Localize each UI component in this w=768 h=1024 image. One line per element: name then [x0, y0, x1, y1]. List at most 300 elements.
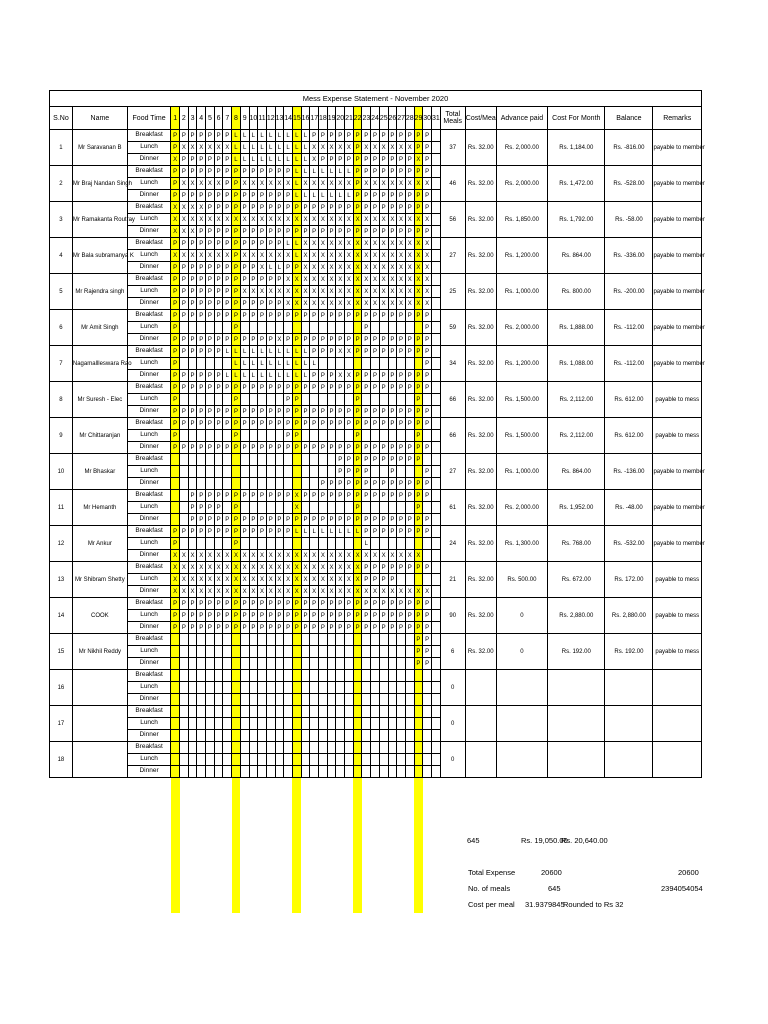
- meal-mark: [206, 454, 215, 466]
- meal-label: Lunch: [127, 178, 170, 190]
- meal-mark: P: [171, 406, 180, 418]
- member-name: Mr Saravanan B: [72, 130, 127, 166]
- meal-label: Breakfast: [127, 526, 170, 538]
- member-balance: Rs. -112.00: [605, 346, 653, 382]
- meal-mark: [180, 514, 189, 526]
- meal-mark: P: [397, 166, 406, 178]
- meal-mark: X: [405, 142, 414, 154]
- meal-mark: P: [240, 382, 249, 394]
- header-day: 4: [197, 107, 206, 130]
- meal-mark: P: [258, 298, 267, 310]
- meal-mark: X: [301, 286, 310, 298]
- meal-mark: [431, 442, 440, 454]
- meal-mark: P: [171, 310, 180, 322]
- meal-mark: [249, 706, 258, 718]
- meal-mark: P: [397, 622, 406, 634]
- member-name: Mr Bhaskar: [72, 454, 127, 490]
- meal-mark: P: [397, 334, 406, 346]
- member-advance: Rs. 500.00: [496, 562, 548, 598]
- meal-label: Dinner: [127, 442, 170, 454]
- meal-mark: X: [362, 274, 371, 286]
- meal-mark: [310, 718, 319, 730]
- member-cost-meal: Rs. 32.00: [465, 454, 496, 490]
- meal-mark: P: [214, 310, 223, 322]
- meal-mark: [327, 454, 336, 466]
- meal-mark: P: [240, 166, 249, 178]
- meal-mark: [310, 694, 319, 706]
- meal-mark: P: [214, 274, 223, 286]
- meal-mark: [240, 394, 249, 406]
- table-row: [50, 382, 702, 394]
- meal-mark: P: [319, 334, 328, 346]
- meal-mark: [206, 694, 215, 706]
- meal-mark: [310, 754, 319, 766]
- member-balance: Rs. -336.00: [605, 238, 653, 274]
- meal-mark: P: [206, 238, 215, 250]
- meal-mark: [388, 646, 397, 658]
- member-advance: Rs. 2,000.00: [496, 166, 548, 202]
- meal-mark: X: [414, 286, 423, 298]
- meal-mark: X: [423, 286, 432, 298]
- meal-mark: P: [362, 130, 371, 142]
- meal-mark: X: [188, 586, 197, 598]
- meal-mark: [371, 706, 380, 718]
- meal-mark: X: [362, 250, 371, 262]
- member-sno: 12: [50, 526, 73, 562]
- header-day: 22: [353, 107, 362, 130]
- meal-mark: P: [405, 346, 414, 358]
- meal-mark: [431, 202, 440, 214]
- meal-mark: P: [266, 610, 275, 622]
- meal-mark: X: [284, 574, 293, 586]
- meal-mark: P: [197, 490, 206, 502]
- meal-mark: [414, 706, 423, 718]
- meal-mark: X: [371, 238, 380, 250]
- meal-mark: [301, 694, 310, 706]
- meal-mark: P: [423, 130, 432, 142]
- meal-mark: P: [240, 610, 249, 622]
- meal-mark: X: [405, 238, 414, 250]
- meal-mark: [214, 466, 223, 478]
- meal-mark: P: [397, 562, 406, 574]
- meal-mark: [266, 322, 275, 334]
- meal-mark: P: [319, 490, 328, 502]
- meal-mark: [240, 670, 249, 682]
- member-cost-meal: Rs. 32.00: [465, 490, 496, 526]
- meal-mark: [171, 490, 180, 502]
- meal-mark: L: [319, 190, 328, 202]
- meal-mark: [405, 658, 414, 670]
- meal-mark: L: [232, 358, 241, 370]
- meal-mark: [249, 502, 258, 514]
- member-balance: Rs. -48.00: [605, 490, 653, 526]
- member-cost-meal: Rs. 32.00: [465, 382, 496, 418]
- meal-mark: [431, 670, 440, 682]
- meal-mark: P: [345, 454, 354, 466]
- expense-table: [49, 90, 705, 778]
- meal-mark: P: [362, 526, 371, 538]
- meal-mark: P: [258, 202, 267, 214]
- meal-mark: [414, 682, 423, 694]
- meal-mark: [388, 634, 397, 646]
- meal-mark: X: [301, 574, 310, 586]
- meal-mark: [431, 502, 440, 514]
- meal-mark: P: [388, 406, 397, 418]
- meal-mark: P: [206, 502, 215, 514]
- meal-mark: L: [275, 346, 284, 358]
- meal-mark: P: [171, 166, 180, 178]
- meal-mark: P: [388, 334, 397, 346]
- meal-mark: P: [249, 262, 258, 274]
- header-total-meals: Total Meals: [440, 107, 465, 130]
- meal-mark: P: [188, 526, 197, 538]
- meal-mark: X: [188, 574, 197, 586]
- meal-mark: P: [171, 298, 180, 310]
- meal-mark: [345, 670, 354, 682]
- meal-mark: [397, 538, 406, 550]
- meal-mark: [379, 766, 388, 778]
- meal-mark: [397, 322, 406, 334]
- header-food-time: Food Time: [127, 107, 170, 130]
- meal-mark: X: [397, 250, 406, 262]
- meal-mark: [431, 718, 440, 730]
- meal-mark: P: [379, 418, 388, 430]
- meal-mark: [240, 742, 249, 754]
- meal-mark: P: [214, 514, 223, 526]
- meal-mark: [249, 754, 258, 766]
- meal-mark: P: [258, 418, 267, 430]
- meal-mark: X: [206, 550, 215, 562]
- header-remarks: Remarks: [653, 107, 702, 130]
- meal-mark: P: [423, 622, 432, 634]
- meal-mark: P: [180, 346, 189, 358]
- meal-mark: [188, 394, 197, 406]
- meal-mark: P: [223, 598, 232, 610]
- meal-mark: X: [327, 142, 336, 154]
- meal-mark: P: [319, 418, 328, 430]
- meal-mark: P: [345, 154, 354, 166]
- meal-mark: P: [232, 406, 241, 418]
- meal-mark: P: [171, 598, 180, 610]
- meal-mark: [423, 694, 432, 706]
- meal-mark: X: [388, 178, 397, 190]
- meal-mark: P: [240, 598, 249, 610]
- meal-mark: [249, 454, 258, 466]
- meal-mark: [379, 430, 388, 442]
- member-cost-month: Rs. 1,792.00: [548, 202, 605, 238]
- meal-mark: P: [327, 382, 336, 394]
- header-day: 10: [249, 107, 258, 130]
- meal-mark: [197, 694, 206, 706]
- meal-mark: [431, 430, 440, 442]
- meal-mark: X: [292, 586, 301, 598]
- meal-mark: P: [180, 442, 189, 454]
- meal-mark: [232, 694, 241, 706]
- cost-per-meal-note: Rounded to Rs 32: [563, 900, 624, 909]
- meal-mark: P: [232, 610, 241, 622]
- meal-mark: [379, 394, 388, 406]
- meal-mark: X: [327, 250, 336, 262]
- meal-mark: [431, 238, 440, 250]
- meal-mark: [284, 502, 293, 514]
- meal-mark: [206, 538, 215, 550]
- meal-label: Lunch: [127, 466, 170, 478]
- meal-mark: [397, 466, 406, 478]
- meal-mark: [197, 466, 206, 478]
- meal-mark: [206, 682, 215, 694]
- meal-mark: L: [258, 154, 267, 166]
- meal-mark: L: [292, 346, 301, 358]
- meal-mark: [188, 718, 197, 730]
- meal-mark: [197, 730, 206, 742]
- meal-label: Breakfast: [127, 418, 170, 430]
- member-sno: 5: [50, 274, 73, 310]
- meal-mark: L: [249, 154, 258, 166]
- meal-mark: X: [249, 286, 258, 298]
- meal-mark: X: [362, 238, 371, 250]
- meal-mark: [180, 358, 189, 370]
- meal-mark: P: [223, 202, 232, 214]
- table-row: [50, 562, 702, 574]
- meal-mark: P: [310, 202, 319, 214]
- member-name: Nagamallleswara Rao: [72, 346, 127, 382]
- meal-mark: P: [240, 514, 249, 526]
- meal-mark: [292, 670, 301, 682]
- meal-mark: [319, 502, 328, 514]
- member-balance: Rs. -136.00: [605, 454, 653, 490]
- meal-mark: X: [379, 178, 388, 190]
- member-sno: 8: [50, 382, 73, 418]
- meal-mark: L: [301, 154, 310, 166]
- meal-mark: [275, 478, 284, 490]
- meal-mark: [371, 538, 380, 550]
- meal-mark: P: [232, 190, 241, 202]
- meal-mark: [301, 454, 310, 466]
- meal-mark: X: [388, 214, 397, 226]
- meal-mark: P: [319, 310, 328, 322]
- meal-mark: L: [301, 190, 310, 202]
- meal-mark: P: [171, 394, 180, 406]
- meal-mark: X: [292, 214, 301, 226]
- meal-label: Breakfast: [127, 346, 170, 358]
- meal-mark: X: [301, 262, 310, 274]
- meal-mark: [180, 742, 189, 754]
- meal-mark: X: [379, 250, 388, 262]
- meal-mark: [258, 646, 267, 658]
- meal-mark: [197, 454, 206, 466]
- meal-mark: [353, 694, 362, 706]
- meal-mark: [232, 718, 241, 730]
- meal-mark: [206, 754, 215, 766]
- member-balance: Rs. -528.00: [605, 166, 653, 202]
- meal-mark: P: [223, 490, 232, 502]
- meal-mark: X: [327, 562, 336, 574]
- meal-mark: P: [423, 562, 432, 574]
- meal-mark: [379, 502, 388, 514]
- meal-mark: [266, 646, 275, 658]
- meal-mark: [336, 706, 345, 718]
- meal-mark: P: [345, 598, 354, 610]
- member-remarks: payable to member: [653, 526, 702, 562]
- meal-label: Lunch: [127, 430, 170, 442]
- meal-mark: X: [223, 250, 232, 262]
- meal-mark: [180, 682, 189, 694]
- meal-mark: [388, 730, 397, 742]
- meal-mark: [240, 718, 249, 730]
- meal-mark: X: [345, 286, 354, 298]
- meal-mark: P: [327, 598, 336, 610]
- meal-mark: P: [214, 334, 223, 346]
- meal-mark: P: [301, 406, 310, 418]
- member-cost-meal: Rs. 32.00: [465, 130, 496, 166]
- meal-mark: X: [310, 238, 319, 250]
- meal-mark: X: [362, 142, 371, 154]
- meal-mark: X: [345, 238, 354, 250]
- meal-mark: P: [405, 190, 414, 202]
- member-name: Mr Suresh - Elec: [72, 382, 127, 418]
- meal-mark: P: [405, 202, 414, 214]
- meal-mark: [345, 322, 354, 334]
- meal-mark: [301, 466, 310, 478]
- meal-mark: X: [310, 574, 319, 586]
- member-cost-meal: Rs. 32.00: [465, 274, 496, 310]
- meal-mark: P: [249, 526, 258, 538]
- meal-mark: P: [232, 622, 241, 634]
- meal-mark: P: [353, 334, 362, 346]
- meal-mark: P: [206, 370, 215, 382]
- header-day: 17: [310, 107, 319, 130]
- meal-mark: [397, 502, 406, 514]
- meal-mark: [258, 466, 267, 478]
- meal-mark: P: [266, 274, 275, 286]
- meal-mark: X: [371, 298, 380, 310]
- meal-mark: [223, 646, 232, 658]
- meal-mark: L: [319, 526, 328, 538]
- meal-mark: X: [232, 574, 241, 586]
- meal-mark: P: [353, 310, 362, 322]
- meal-mark: [206, 670, 215, 682]
- meal-mark: P: [397, 310, 406, 322]
- meal-mark: [353, 538, 362, 550]
- meal-mark: [214, 634, 223, 646]
- meal-mark: [266, 634, 275, 646]
- meal-mark: [345, 694, 354, 706]
- member-cost-month: Rs. 800.00: [548, 274, 605, 310]
- meal-mark: [431, 418, 440, 430]
- meal-mark: P: [388, 442, 397, 454]
- meal-mark: [188, 670, 197, 682]
- member-cost-meal: Rs. 32.00: [465, 598, 496, 634]
- meal-mark: P: [423, 658, 432, 670]
- meal-mark: [319, 730, 328, 742]
- meal-mark: [171, 730, 180, 742]
- meal-mark: X: [284, 274, 293, 286]
- meal-mark: [345, 538, 354, 550]
- meal-mark: [240, 502, 249, 514]
- meal-mark: X: [423, 178, 432, 190]
- meal-mark: P: [171, 358, 180, 370]
- meal-mark: X: [319, 238, 328, 250]
- meal-mark: X: [292, 286, 301, 298]
- meal-mark: P: [206, 610, 215, 622]
- meal-mark: P: [345, 202, 354, 214]
- meal-mark: P: [397, 406, 406, 418]
- meal-mark: P: [180, 418, 189, 430]
- meal-mark: L: [301, 166, 310, 178]
- meal-mark: P: [414, 526, 423, 538]
- meal-mark: P: [188, 490, 197, 502]
- meal-mark: X: [310, 262, 319, 274]
- meal-mark: X: [405, 286, 414, 298]
- meal-mark: P: [197, 622, 206, 634]
- meal-mark: X: [310, 274, 319, 286]
- member-balance: [605, 706, 653, 742]
- meal-mark: X: [405, 550, 414, 562]
- meal-mark: [266, 502, 275, 514]
- meal-mark: [431, 586, 440, 598]
- meal-mark: [197, 430, 206, 442]
- meal-mark: X: [258, 286, 267, 298]
- meal-mark: [214, 358, 223, 370]
- meal-mark: P: [197, 238, 206, 250]
- meal-mark: [414, 538, 423, 550]
- meal-mark: P: [327, 334, 336, 346]
- meal-mark: [292, 658, 301, 670]
- member-cost-month: Rs. 1,184.00: [548, 130, 605, 166]
- meal-mark: X: [336, 370, 345, 382]
- meal-mark: P: [292, 334, 301, 346]
- meal-mark: [397, 574, 406, 586]
- meal-mark: P: [206, 526, 215, 538]
- meal-mark: [362, 754, 371, 766]
- meal-mark: [214, 394, 223, 406]
- meal-mark: X: [180, 586, 189, 598]
- meal-mark: [362, 670, 371, 682]
- meal-mark: P: [379, 490, 388, 502]
- table-row: [50, 598, 702, 610]
- meal-mark: L: [301, 130, 310, 142]
- meal-mark: X: [258, 262, 267, 274]
- meal-mark: X: [258, 250, 267, 262]
- meal-mark: [319, 538, 328, 550]
- meal-mark: P: [214, 418, 223, 430]
- meal-mark: P: [423, 634, 432, 646]
- meal-mark: P: [362, 190, 371, 202]
- meal-mark: P: [249, 334, 258, 346]
- meal-mark: X: [171, 574, 180, 586]
- meal-mark: P: [371, 406, 380, 418]
- meal-mark: P: [379, 574, 388, 586]
- meal-mark: [301, 634, 310, 646]
- meal-mark: [249, 766, 258, 778]
- meal-mark: L: [336, 526, 345, 538]
- header-day: 5: [206, 107, 215, 130]
- meal-mark: [206, 646, 215, 658]
- meal-mark: P: [362, 574, 371, 586]
- meal-mark: P: [275, 526, 284, 538]
- member-cost-meal: Rs. 32.00: [465, 238, 496, 274]
- meal-mark: X: [388, 250, 397, 262]
- meal-mark: X: [258, 574, 267, 586]
- meal-mark: X: [275, 334, 284, 346]
- meal-mark: [180, 658, 189, 670]
- meal-mark: [301, 322, 310, 334]
- meal-mark: X: [214, 550, 223, 562]
- meal-mark: X: [197, 250, 206, 262]
- meal-mark: X: [249, 250, 258, 262]
- member-balance: [605, 670, 653, 706]
- meal-mark: P: [240, 238, 249, 250]
